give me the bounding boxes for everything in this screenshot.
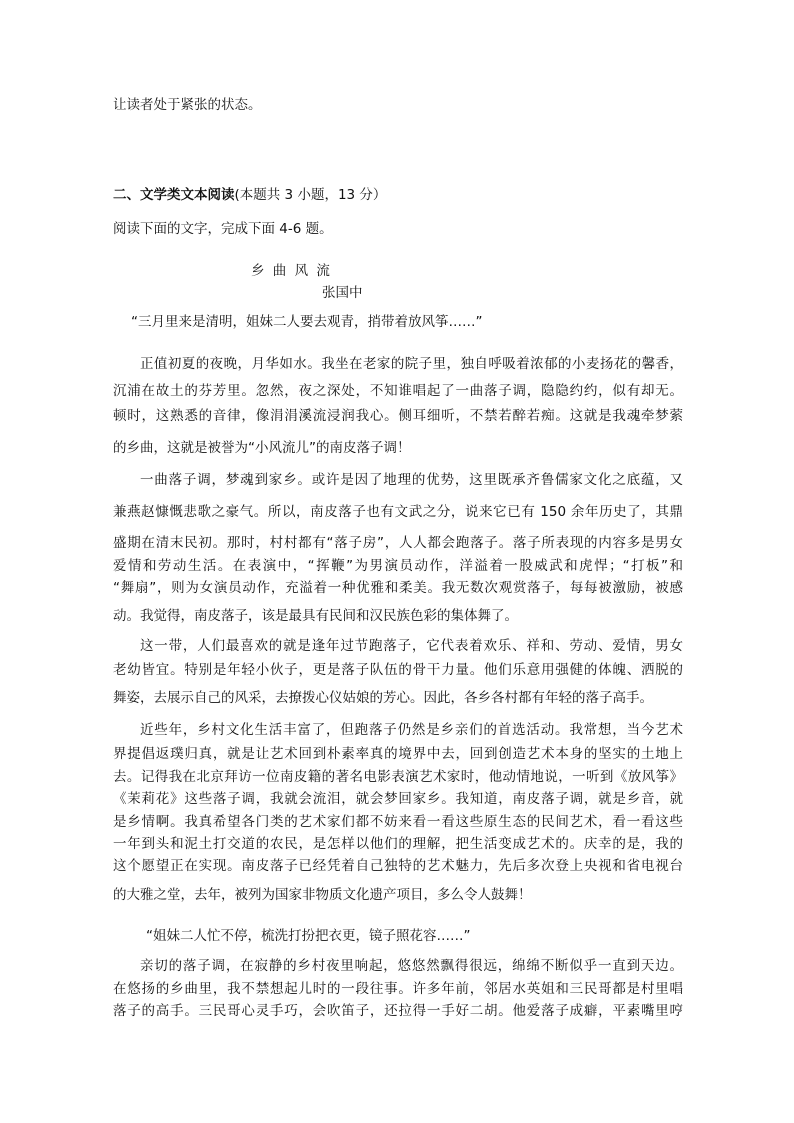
quote-line: “三月里来是清明，姐妹二人要去观青，捎带着放风筝……” [131, 314, 483, 330]
section-meta: (本题共 3 小题，13 分） [234, 187, 387, 203]
paragraph-line: 一年到头和泥土打交道的农民，是怎样以他们的理解，把生活变成艺术的。庆幸的是，我的 [113, 836, 683, 852]
paragraph-line: 爱情和劳动生活。在表演中，“挥鞭”为男演员动作，洋溢着一股威武和虎悍；“打板”和 [113, 558, 683, 574]
paragraph-line: 动。我觉得，南皮落子，该是最具有民间和汉民族色彩的集体舞了。 [113, 608, 518, 624]
paragraph-line: 兼燕赵慷慨悲歌之豪气。所以，南皮落子也有文武之分，说来它已有 150 余年历史了，其鼎 [113, 504, 683, 520]
article-title: 乡 曲 风 流 [251, 263, 332, 279]
text-line: 让读者处于紧张的状态。 [113, 97, 262, 113]
paragraph-line: 盛期在清末民初。那时，村村都有“落子房”，人人都会跑落子。落子所表现的内容多是男女 [113, 535, 683, 551]
paragraph-line: 亲切的落子调，在寂静的乡村夜里响起，悠悠然飘得很远，绵绵不断似乎一直到天边。 [140, 958, 683, 974]
paragraph-line: “舞扇”，则为女演员动作，充溢着一种优雅和柔美。我无数次观赏落子，每每被激励，被感 [113, 580, 683, 596]
article-author: 张国中 [322, 285, 363, 301]
paragraph-line: 近些年，乡村文化生活丰富了，但跑落子仍然是乡亲们的首选活动。我常想，当今艺术 [140, 722, 683, 738]
paragraph-line: 《茉莉花》这些落子调，我就会流泪，就会梦回家乡。我知道，南皮落子调，就是乡音，就 [113, 791, 683, 807]
paragraph-line: 正值初夏的夜晚，月华如水。我坐在老家的院子里，独自呼吸着浓郁的小麦扬花的馨香， [140, 356, 683, 372]
paragraph-line: 的乡曲，这就是被誉为“小风流儿”的南皮落子调！ [113, 440, 411, 456]
paragraph-line: 老幼皆宜。特别是年轻小伙子，更是落子队伍的骨干力量。他们乐意用强健的体魄、洒脱的 [113, 662, 683, 678]
paragraph-line: 的大雅之堂，去年，被列为国家非物质文化遗产项目，多么令人鼓舞！ [113, 887, 532, 903]
instruction-line: 阅读下面的文字，完成下面 4-6 题。 [113, 221, 333, 237]
paragraph-line: 一曲落子调，梦魂到家乡。或许是因了地理的优势，这里既承齐鲁儒家文化之底蕴，又 [140, 472, 683, 488]
section-heading: 二、文学类文本阅读 [113, 187, 235, 203]
paragraph-line: 落子的高手。三民哥心灵手巧，会吹笛子，还拉得一手好二胡。他爱落子成癖，平素嘴里哼 [113, 1003, 683, 1019]
paragraph-line: 沉浦在故土的芬芳里。忽然，夜之深处，不知谁唱起了一曲落子调，隐隐约约，似有却无。 [113, 383, 683, 399]
paragraph-line: 顿时，这熟悉的音律，像涓涓溪流浸润我心。侧耳细听，不禁若醉若痴。这就是我魂牵梦萦 [113, 408, 683, 424]
quote-line: “姐妹二人忙不停，梳洗打扮把衣更，镜子照花容……” [146, 928, 471, 944]
paragraph-line: 去。记得我在北京拜访一位南皮籍的著名电影表演艺术家时，他动情地说，一听到《放风筝》 [113, 769, 683, 785]
paragraph-line: 舞姿，去展示自己的风采，去撩拨心仪姑娘的芳心。因此，各乡各村都有年轻的落子高手。 [113, 690, 653, 706]
paragraph-line: 这个愿望正在实现。南皮落子已经凭着自己独特的艺术魅力，先后多次登上央视和省电视台 [113, 858, 683, 874]
section-heading-line [113, 187, 683, 203]
paragraph-line: 是乡情啊。我真希望各门类的艺术家们都不妨来看一看这些原生态的民间艺术，看一看这些 [113, 814, 683, 830]
paragraph-line: 界提倡返璞归真，就是让艺术回到朴素率真的境界中去，回到创造艺术本身的坚实的土地上 [113, 746, 683, 762]
paragraph-line: 这一带，人们最喜欢的就是逢年过节跑落子，它代表着欢乐、祥和、劳动、爱情，男女 [140, 638, 683, 654]
paragraph-line: 在悠扬的乡曲里，我不禁想起儿时的一段往事。许多年前，邻居水英姐和三民哥都是村里唱 [113, 981, 683, 997]
